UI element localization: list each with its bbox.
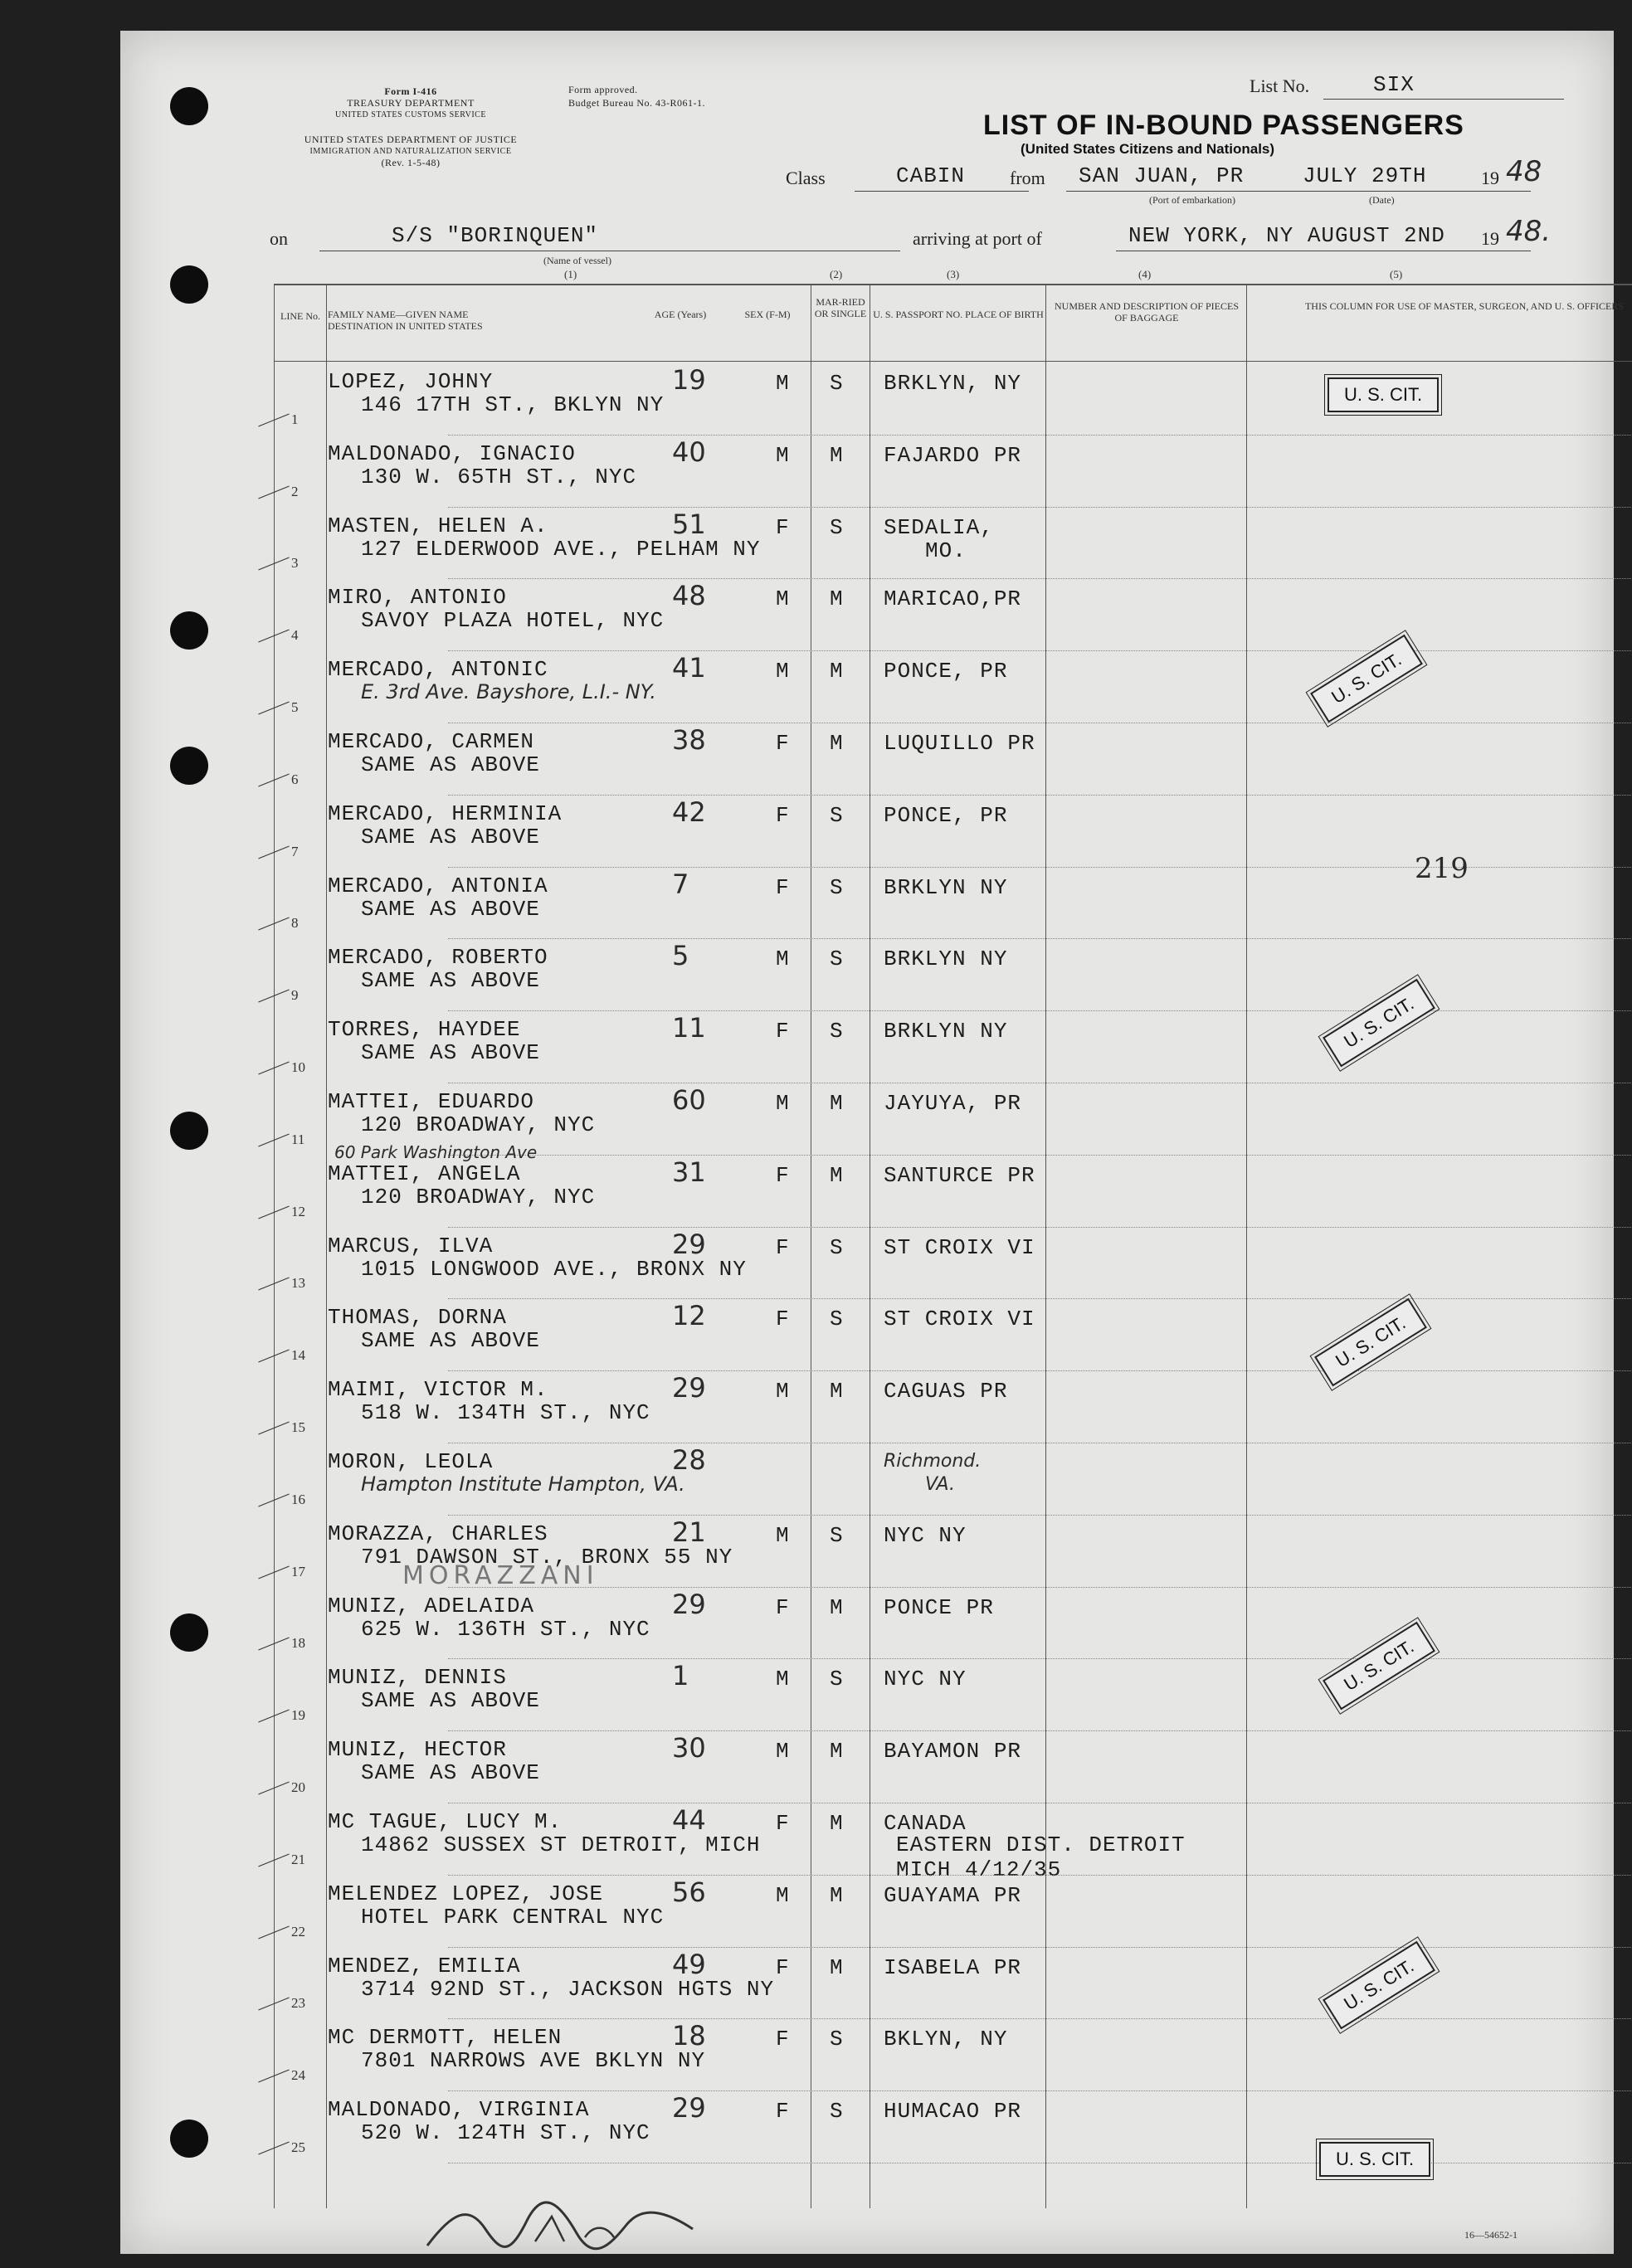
passenger-address: 1015 LONGWOOD AVE., BRONX NY bbox=[361, 1256, 747, 1282]
passenger-age: 48 bbox=[672, 580, 706, 612]
passenger-birthplace: SEDALIA, bbox=[884, 514, 994, 540]
passenger-birthplace: ST CROIX VI bbox=[884, 1234, 1035, 1260]
passenger-birthplace: BKLYN, NY bbox=[884, 2027, 1008, 2052]
check-mark bbox=[258, 2070, 289, 2083]
passenger-address: SAME AS ABOVE bbox=[361, 1040, 540, 1066]
passenger-address: Hampton Institute Hampton, VA. bbox=[361, 1472, 685, 1496]
check-mark bbox=[258, 1925, 289, 1939]
table-row bbox=[120, 507, 1614, 579]
passenger-birthplace: ISABELA PR bbox=[884, 1954, 1022, 1980]
passenger-age: 29 bbox=[672, 1588, 706, 1620]
table-row bbox=[120, 2018, 1614, 2090]
port-caption: (Port of embarkation) bbox=[1149, 194, 1235, 206]
passenger-marital: S bbox=[830, 1522, 844, 1548]
table-header-rule bbox=[274, 361, 1632, 362]
passenger-birthplace: BRKLYN NY bbox=[884, 874, 1008, 900]
colnum-4: (4) bbox=[1138, 268, 1152, 280]
passenger-address: SAME AS ABOVE bbox=[361, 968, 540, 994]
passenger-address: 127 ELDERWOOD AVE., PELHAM NY bbox=[361, 536, 761, 562]
year-arrive: 48. bbox=[1506, 215, 1552, 248]
colnum-3: (3) bbox=[947, 268, 960, 280]
th-passport: U. S. PASSPORT NO. PLACE OF BIRTH bbox=[873, 309, 1044, 320]
passenger-address: 7801 NARROWS AVE BKLYN NY bbox=[361, 2048, 706, 2074]
line-number: 18 bbox=[291, 1635, 305, 1652]
passenger-sex: F bbox=[776, 874, 790, 900]
class-value: CABIN bbox=[896, 163, 966, 188]
check-mark bbox=[258, 413, 289, 426]
table-row bbox=[120, 795, 1614, 867]
passenger-birthplace: FAJARDO PR bbox=[884, 442, 1022, 468]
passenger-age: 31 bbox=[672, 1156, 706, 1188]
line-number: 9 bbox=[291, 987, 299, 1004]
check-mark bbox=[258, 773, 289, 786]
th-sex: SEX (F-M) bbox=[744, 309, 791, 320]
passenger-birthplace: NYC NY bbox=[884, 1667, 967, 1692]
passenger-age: 51 bbox=[672, 508, 706, 540]
passenger-birthplace: LUQUILLO PR bbox=[884, 731, 1035, 756]
table-row bbox=[120, 1227, 1614, 1299]
passenger-sex: F bbox=[776, 2027, 790, 2052]
passenger-address: 791 DAWSON ST., BRONX 55 NY bbox=[361, 1544, 733, 1570]
passenger-age: 42 bbox=[672, 796, 706, 828]
passenger-birthplace-2: EASTERN DIST. DETROIT MICH 4/12/35 bbox=[896, 1832, 1186, 1882]
us-cit-stamp-6: U. S. CIT. bbox=[1323, 1941, 1435, 2030]
table-row bbox=[120, 1730, 1614, 1803]
passenger-marital: S bbox=[830, 802, 844, 828]
passenger-marital: S bbox=[830, 371, 844, 396]
passenger-sex: F bbox=[776, 802, 790, 828]
passenger-birthplace: PONCE PR bbox=[884, 1594, 994, 1620]
date-caption: (Date) bbox=[1369, 194, 1395, 206]
signature bbox=[419, 2196, 718, 2262]
passenger-address: E. 3rd Ave. Bayshore, L.I.- NY. bbox=[361, 680, 656, 704]
passenger-sex: F bbox=[776, 731, 790, 756]
passenger-sex: F bbox=[776, 1811, 790, 1836]
passenger-age: 30 bbox=[672, 1732, 706, 1764]
passenger-address: 625 W. 136TH ST., NYC bbox=[361, 1616, 650, 1642]
passenger-marital: S bbox=[830, 874, 844, 900]
budget-bureau: Budget Bureau No. 43-R061-1. bbox=[568, 97, 705, 109]
hand-address-line-11: 60 Park Washington Ave bbox=[334, 1142, 538, 1162]
passenger-name: MORON, LEOLA bbox=[328, 1449, 494, 1474]
passenger-birthplace: NYC NY bbox=[884, 1522, 967, 1548]
passenger-marital: M bbox=[830, 1882, 844, 1908]
passenger-marital: S bbox=[830, 2099, 844, 2124]
list-no-label: List No. bbox=[1250, 75, 1310, 96]
passenger-address: 518 W. 134TH ST., NYC bbox=[361, 1400, 650, 1426]
line-number: 24 bbox=[291, 2067, 305, 2084]
passenger-marital: S bbox=[830, 1019, 844, 1044]
passenger-age: 18 bbox=[672, 2020, 706, 2052]
passenger-age: 49 bbox=[672, 1948, 706, 1980]
passenger-address: 130 W. 65TH ST., NYC bbox=[361, 464, 637, 489]
passenger-sex: M bbox=[776, 1739, 790, 1764]
passenger-birthplace: MARICAO,PR bbox=[884, 586, 1022, 612]
passenger-address: SAVOY PLAZA HOTEL, NYC bbox=[361, 608, 665, 634]
passenger-address: 120 BROADWAY, NYC bbox=[361, 1184, 596, 1209]
line-number: 2 bbox=[291, 483, 299, 499]
passenger-address: SAME AS ABOVE bbox=[361, 752, 540, 777]
passenger-marital: M bbox=[830, 1594, 844, 1620]
passenger-sex: F bbox=[776, 1019, 790, 1044]
passenger-age: 40 bbox=[672, 436, 706, 468]
th-officers: THIS COLUMN FOR USE OF MASTER, SURGEON, AND U. S. OFFICERS bbox=[1304, 300, 1625, 312]
check-mark bbox=[258, 702, 289, 715]
passenger-name: MC TAGUE, LUCY M. bbox=[328, 1809, 563, 1834]
check-mark bbox=[258, 557, 289, 571]
passenger-birthplace: PONCE, PR bbox=[884, 802, 1008, 828]
passenger-marital: M bbox=[830, 1954, 844, 1980]
vessel-name: S/S "BORINQUEN" bbox=[392, 223, 599, 248]
passenger-age: 21 bbox=[672, 1516, 706, 1548]
passenger-address: SAME AS ABOVE bbox=[361, 1760, 540, 1786]
table-row bbox=[120, 723, 1614, 795]
passenger-name: MASTEN, HELEN A. bbox=[328, 513, 548, 538]
line-number: 4 bbox=[291, 627, 299, 644]
port-of-arrival: NEW YORK, NY AUGUST 2ND bbox=[1128, 223, 1445, 248]
passenger-sex: F bbox=[776, 1307, 790, 1332]
passenger-age: 29 bbox=[672, 1372, 706, 1404]
passenger-name: MAIMI, VICTOR M. bbox=[328, 1377, 548, 1403]
passenger-age: 7 bbox=[672, 868, 689, 900]
vessel-caption: (Name of vessel) bbox=[543, 255, 611, 266]
passenger-sex: M bbox=[776, 1667, 790, 1692]
passenger-age: 38 bbox=[672, 724, 706, 756]
punch-hole bbox=[170, 87, 208, 125]
passenger-marital: M bbox=[830, 442, 844, 468]
manifest-page bbox=[120, 31, 1625, 2254]
table-row bbox=[120, 1443, 1614, 1515]
passenger-sex: M bbox=[776, 1091, 790, 1116]
form-print-number: 16—54652-1 bbox=[1464, 2229, 1518, 2241]
passenger-sex: M bbox=[776, 586, 790, 612]
passenger-address: 120 BROADWAY, NYC bbox=[361, 1112, 596, 1137]
passenger-marital: M bbox=[830, 1162, 844, 1188]
passenger-marital: M bbox=[830, 1091, 844, 1116]
passenger-address: 146 17TH ST., BKLYN NY bbox=[361, 392, 665, 417]
passenger-birthplace: BAYAMON PR bbox=[884, 1739, 1022, 1764]
check-mark bbox=[258, 1493, 289, 1506]
passenger-sex: F bbox=[776, 1594, 790, 1620]
passenger-birthplace: BRKLYN NY bbox=[884, 947, 1008, 972]
form-approved: Form approved. bbox=[568, 84, 638, 95]
check-mark bbox=[258, 1782, 289, 1795]
port-of-embarkation: SAN JUAN, PR bbox=[1079, 163, 1245, 188]
us-cit-stamp-1: U. S. CIT. bbox=[1328, 377, 1439, 412]
passenger-marital: S bbox=[830, 514, 844, 540]
passenger-sex: F bbox=[776, 2099, 790, 2124]
line-number: 1 bbox=[291, 411, 299, 427]
line-number: 17 bbox=[291, 1563, 305, 1579]
on-label: on bbox=[270, 228, 288, 249]
check-mark bbox=[258, 1638, 289, 1651]
passenger-name: MENDEZ, EMILIA bbox=[328, 1953, 521, 1978]
passenger-sex: F bbox=[776, 1162, 790, 1188]
passenger-name: MORAZZA, CHARLES bbox=[328, 1521, 548, 1546]
punch-hole bbox=[170, 611, 208, 650]
passenger-birthplace: PONCE, PR bbox=[884, 659, 1008, 684]
passenger-name: MALDONADO, IGNACIO bbox=[328, 440, 576, 466]
colnum-2: (2) bbox=[830, 268, 843, 280]
line-number: 22 bbox=[291, 1923, 305, 1939]
line-number: 25 bbox=[291, 2139, 305, 2155]
passenger-address: HOTEL PARK CENTRAL NYC bbox=[361, 1904, 665, 1930]
passenger-marital: S bbox=[830, 1667, 844, 1692]
line-number: 15 bbox=[291, 1419, 305, 1435]
table-row bbox=[120, 1370, 1614, 1443]
passenger-sex: M bbox=[776, 371, 790, 396]
line-number: 3 bbox=[291, 555, 299, 572]
passenger-name: TORRES, HAYDEE bbox=[328, 1017, 521, 1043]
class-label: Class bbox=[786, 168, 826, 188]
passenger-address: SAME AS ABOVE bbox=[361, 896, 540, 922]
table-row bbox=[120, 1803, 1614, 1882]
passenger-name: LOPEZ, JOHNY bbox=[328, 369, 494, 394]
check-mark bbox=[258, 1998, 289, 2011]
arriving-label: arriving at port of bbox=[913, 228, 1042, 249]
us-cit-stamp-2: U. S. CIT. bbox=[1310, 635, 1423, 723]
line-number: 8 bbox=[291, 915, 299, 932]
passenger-name: MERCADO, CARMEN bbox=[328, 729, 535, 754]
th-name: FAMILY NAME—GIVEN NAME DESTINATION IN UNITED STATES bbox=[328, 309, 483, 332]
passenger-marital: M bbox=[830, 1739, 844, 1764]
passenger-name: MARCUS, ILVA bbox=[328, 1233, 494, 1258]
table-row bbox=[120, 578, 1614, 650]
date-of-embarkation: JULY 29TH bbox=[1303, 163, 1427, 188]
passenger-birthplace: JAYUYA, PR bbox=[884, 1091, 1022, 1116]
check-mark bbox=[258, 1422, 289, 1435]
passenger-address: SAME AS ABOVE bbox=[361, 1688, 540, 1714]
passenger-name: MERCADO, ROBERTO bbox=[328, 945, 548, 971]
passenger-sex: M bbox=[776, 659, 790, 684]
us-cit-stamp-7: U. S. CIT. bbox=[1319, 2142, 1430, 2177]
line-number: 11 bbox=[291, 1131, 305, 1147]
line-number: 12 bbox=[291, 1203, 305, 1219]
year-embark: 48 bbox=[1506, 155, 1542, 188]
check-mark bbox=[258, 2142, 289, 2155]
passenger-name: MALDONADO, VIRGINIA bbox=[328, 2097, 590, 2123]
line-number: 21 bbox=[291, 1851, 305, 1867]
table-row bbox=[120, 1875, 1614, 1947]
passenger-age: 44 bbox=[672, 1804, 706, 1836]
colnum-5: (5) bbox=[1390, 268, 1403, 280]
passenger-marital: M bbox=[830, 659, 844, 684]
line-number: 7 bbox=[291, 843, 299, 859]
line-number: 20 bbox=[291, 1779, 305, 1795]
check-mark bbox=[258, 630, 289, 643]
passenger-name: MERCADO, HERMINIA bbox=[328, 801, 563, 826]
line-number: 23 bbox=[291, 1995, 305, 2012]
line-number: 14 bbox=[291, 1347, 305, 1364]
line-number: 13 bbox=[291, 1275, 305, 1292]
check-mark bbox=[258, 1278, 289, 1291]
punch-hole bbox=[170, 1112, 208, 1150]
th-married: MAR-RIED OR SINGLE bbox=[814, 296, 867, 319]
check-mark bbox=[258, 1565, 289, 1579]
passenger-birthplace: GUAYAMA PR bbox=[884, 1882, 1022, 1908]
check-mark bbox=[258, 1205, 289, 1219]
check-mark bbox=[258, 845, 289, 859]
form-subtitle: (United States Citizens and Nationals) bbox=[1021, 141, 1275, 157]
list-no-value: SIX bbox=[1373, 72, 1415, 97]
customs-service: UNITED STATES CUSTOMS SERVICE bbox=[335, 110, 486, 119]
passenger-address: SAME AS ABOVE bbox=[361, 824, 540, 849]
passenger-sex: M bbox=[776, 442, 790, 468]
line-number: 5 bbox=[291, 698, 299, 715]
passenger-name: MUNIZ, ADELAIDA bbox=[328, 1593, 535, 1618]
passenger-sex: M bbox=[776, 1379, 790, 1404]
passenger-age: 11 bbox=[672, 1012, 706, 1044]
passenger-name: MERCADO, ANTONIC bbox=[328, 657, 548, 683]
th-line-no: LINE No. bbox=[280, 310, 320, 322]
check-mark bbox=[258, 1853, 289, 1866]
passenger-marital: M bbox=[830, 1811, 844, 1836]
passenger-sex: M bbox=[776, 947, 790, 972]
passenger-name: MATTEI, ANGELA bbox=[328, 1161, 521, 1186]
line-number: 10 bbox=[291, 1059, 305, 1075]
punch-hole bbox=[170, 1613, 208, 1652]
passenger-birthplace-2: MO. bbox=[925, 538, 967, 563]
punch-hole bbox=[170, 265, 208, 304]
passenger-sex: F bbox=[776, 514, 790, 540]
passenger-name: MUNIZ, HECTOR bbox=[328, 1737, 507, 1763]
th-baggage: NUMBER AND DESCRIPTION OF PIECES OF BAGGAGE bbox=[1054, 300, 1240, 324]
punch-hole bbox=[170, 747, 208, 785]
passenger-address: 14862 SUSSEX ST DETROIT, MICH bbox=[361, 1832, 761, 1857]
check-mark bbox=[258, 1710, 289, 1723]
passenger-sex: F bbox=[776, 1234, 790, 1260]
ins-service: IMMIGRATION AND NATURALIZATION SERVICE bbox=[309, 147, 512, 156]
passenger-marital: S bbox=[830, 947, 844, 972]
table-top-rule bbox=[274, 284, 1632, 285]
from-label: from bbox=[1010, 168, 1045, 188]
passenger-birthplace: BRKLYN NY bbox=[884, 1019, 1008, 1044]
passenger-age: 29 bbox=[672, 2092, 706, 2124]
passenger-birthplace: CAGUAS PR bbox=[884, 1379, 1008, 1404]
passenger-age: 56 bbox=[672, 1876, 706, 1908]
passenger-age: 1 bbox=[672, 1660, 689, 1692]
passenger-sex: F bbox=[776, 1954, 790, 1980]
line-number: 6 bbox=[291, 771, 299, 787]
passenger-birthplace-2: VA. bbox=[925, 1474, 956, 1495]
check-mark bbox=[258, 990, 289, 1003]
passenger-name: MC DERMOTT, HELEN bbox=[328, 2025, 563, 2051]
treasury-dept: TREASURY DEPARTMENT bbox=[347, 97, 475, 109]
passenger-marital: S bbox=[830, 2027, 844, 2052]
passenger-marital: M bbox=[830, 586, 844, 612]
passenger-age: 29 bbox=[672, 1228, 706, 1260]
colnum-1: (1) bbox=[564, 268, 577, 280]
passenger-name: MUNIZ, DENNIS bbox=[328, 1665, 507, 1691]
check-mark bbox=[258, 917, 289, 931]
passenger-address: 3714 92ND ST., JACKSON HGTS NY bbox=[361, 1976, 775, 2002]
passenger-birthplace: BRKLYN, NY bbox=[884, 371, 1022, 396]
us-cit-stamp-5: U. S. CIT. bbox=[1323, 1622, 1435, 1711]
passenger-address: 520 W. 124TH ST., NYC bbox=[361, 2120, 650, 2146]
class-underline bbox=[855, 191, 1029, 192]
table-row bbox=[120, 1155, 1614, 1227]
passenger-birthplace: CANADA bbox=[884, 1811, 967, 1836]
check-mark bbox=[258, 1062, 289, 1075]
passenger-age: 12 bbox=[672, 1300, 706, 1332]
passenger-birthplace: SANTURCE PR bbox=[884, 1162, 1035, 1188]
table-row bbox=[120, 435, 1614, 507]
passenger-name: MATTEI, EDUARDO bbox=[328, 1089, 535, 1114]
justice-dept: UNITED STATES DEPARTMENT OF JUSTICE bbox=[304, 134, 518, 145]
passenger-marital: M bbox=[830, 731, 844, 756]
check-mark bbox=[258, 485, 289, 499]
table-row bbox=[120, 867, 1614, 939]
form-title: LIST OF IN-BOUND PASSENGERS bbox=[983, 110, 1464, 141]
list-no-underline bbox=[1323, 99, 1564, 100]
revision-date: (Rev. 1-5-48) bbox=[381, 157, 441, 168]
passenger-marital: S bbox=[830, 1234, 844, 1260]
passenger-name: MELENDEZ LOPEZ, JOSE bbox=[328, 1881, 604, 1906]
check-mark bbox=[258, 1133, 289, 1146]
punch-hole bbox=[170, 2120, 208, 2158]
port-embark-underline bbox=[1066, 191, 1531, 192]
table-row bbox=[120, 1515, 1614, 1587]
passenger-sex: M bbox=[776, 1522, 790, 1548]
passenger-birthplace: Richmond. bbox=[884, 1451, 982, 1472]
passenger-birthplace: ST CROIX VI bbox=[884, 1307, 1035, 1332]
check-mark bbox=[258, 1350, 289, 1363]
passenger-sex: M bbox=[776, 1882, 790, 1908]
passenger-age: 41 bbox=[672, 652, 706, 684]
year-prefix-arrive: 19 bbox=[1481, 228, 1499, 249]
passenger-marital: M bbox=[830, 1379, 844, 1404]
passenger-address: SAME AS ABOVE bbox=[361, 1328, 540, 1354]
form-number: Form I-416 bbox=[384, 85, 437, 97]
us-cit-stamp-3: U. S. CIT. bbox=[1323, 979, 1435, 1068]
us-cit-stamp-4: U. S. CIT. bbox=[1314, 1298, 1427, 1387]
th-age: AGE (Years) bbox=[654, 309, 707, 320]
line-number: 19 bbox=[291, 1707, 305, 1724]
passenger-age: 5 bbox=[672, 940, 689, 972]
passenger-age: 19 bbox=[672, 364, 706, 396]
line-number: 16 bbox=[291, 1491, 305, 1507]
passenger-age: 60 bbox=[672, 1084, 706, 1116]
hand-morazzani: MORAZZANI bbox=[402, 1561, 599, 1590]
passenger-age: 28 bbox=[672, 1444, 706, 1476]
year-prefix-embark: 19 bbox=[1481, 168, 1499, 188]
passenger-name: MIRO, ANTONIO bbox=[328, 585, 507, 611]
passenger-name: THOMAS, DORNA bbox=[328, 1305, 507, 1331]
passenger-marital: S bbox=[830, 1307, 844, 1332]
passenger-name: MERCADO, ANTONIA bbox=[328, 873, 548, 898]
page-number-219: 219 bbox=[1415, 852, 1469, 885]
passenger-birthplace: HUMACAO PR bbox=[884, 2099, 1022, 2124]
